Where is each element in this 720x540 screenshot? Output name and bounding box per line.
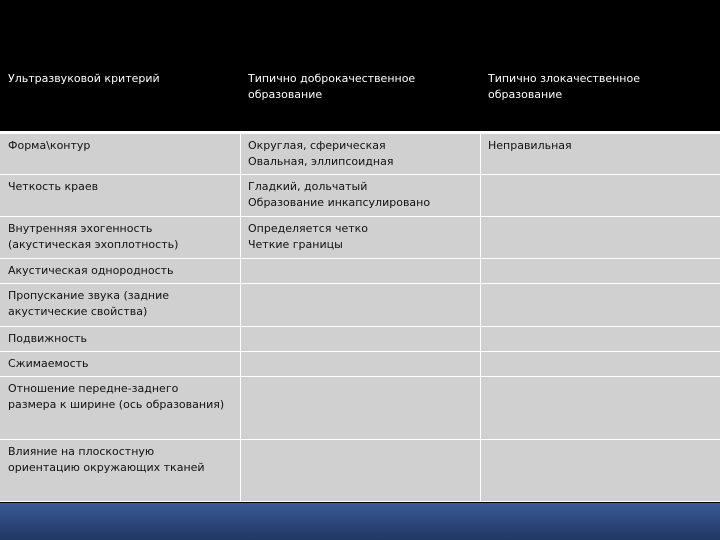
cell-criterion	[1, 377, 241, 440]
cell-malignant	[481, 217, 720, 259]
criterion-text: Сжимаемость	[8, 357, 89, 370]
table-row	[1, 259, 720, 284]
cell-criterion	[1, 259, 241, 284]
criterion-text: Отношение передне-заднего	[8, 382, 179, 395]
cell-criterion	[1, 352, 241, 377]
criterion-text: Влияние на плоскостную	[8, 445, 155, 458]
footer-bar	[0, 503, 720, 540]
criterion-text: ориентацию окружающих тканей	[8, 461, 205, 474]
table-row	[1, 377, 720, 440]
benign-text: Четкие границы	[248, 238, 343, 251]
criterion-text: Форма\контур	[8, 139, 91, 152]
benign-text: Округлая, сферическая	[248, 139, 386, 152]
benign-text: Овальная, эллипсоидная	[248, 155, 394, 168]
cell-malignant	[481, 259, 720, 284]
table-row	[1, 352, 720, 377]
benign-text: Образование инкапсулировано	[248, 196, 431, 209]
cell-malignant	[481, 175, 720, 217]
cell-malignant	[481, 133, 720, 175]
cell-benign	[241, 259, 481, 284]
criterion-text: Пропускание звука (задние	[8, 289, 170, 302]
table-row	[1, 133, 720, 175]
benign-text: Гладкий, дольчатый	[248, 180, 368, 193]
table-header-row	[1, 67, 720, 133]
cell-benign	[241, 284, 481, 327]
criterion-text: Подвижность	[8, 332, 88, 345]
table-row	[1, 175, 720, 217]
criterion-text: Четкость краев	[8, 180, 99, 193]
cell-benign	[241, 133, 481, 175]
criterion-text: Внутренняя эхогенность	[8, 222, 153, 235]
cell-benign	[241, 327, 481, 352]
criterion-text: (акустическая эхоплотность)	[8, 238, 179, 251]
cell-malignant	[481, 327, 720, 352]
cell-criterion	[1, 217, 241, 259]
header-criterion: Ультразвуковой критерий	[1, 67, 241, 133]
cell-malignant	[481, 352, 720, 377]
cell-malignant	[481, 377, 720, 440]
table-row	[1, 217, 720, 259]
cell-malignant	[481, 440, 720, 502]
table-row	[1, 440, 720, 502]
cell-criterion	[1, 175, 241, 217]
header-malignant: Типично злокачественное образование	[481, 67, 720, 133]
cell-criterion	[1, 284, 241, 327]
cell-criterion	[1, 440, 241, 502]
table-row	[1, 327, 720, 352]
criterion-text: Акустическая однородность	[8, 264, 174, 277]
cell-benign	[241, 440, 481, 502]
cell-benign	[241, 377, 481, 440]
cell-benign	[241, 352, 481, 377]
table-row	[1, 284, 720, 327]
cell-benign	[241, 175, 481, 217]
header-benign: Типично доброкачественное образование	[241, 67, 481, 133]
malignant-text: Неправильная	[488, 139, 572, 152]
criterion-text: размера к ширине (ось образования)	[8, 398, 225, 411]
cell-criterion	[1, 327, 241, 352]
benign-text: Определяется четко	[248, 222, 369, 235]
cell-malignant	[481, 284, 720, 327]
cell-benign	[241, 217, 481, 259]
criterion-text: акустические свойства)	[8, 305, 148, 318]
criteria-table	[0, 66, 720, 502]
cell-criterion	[1, 133, 241, 175]
